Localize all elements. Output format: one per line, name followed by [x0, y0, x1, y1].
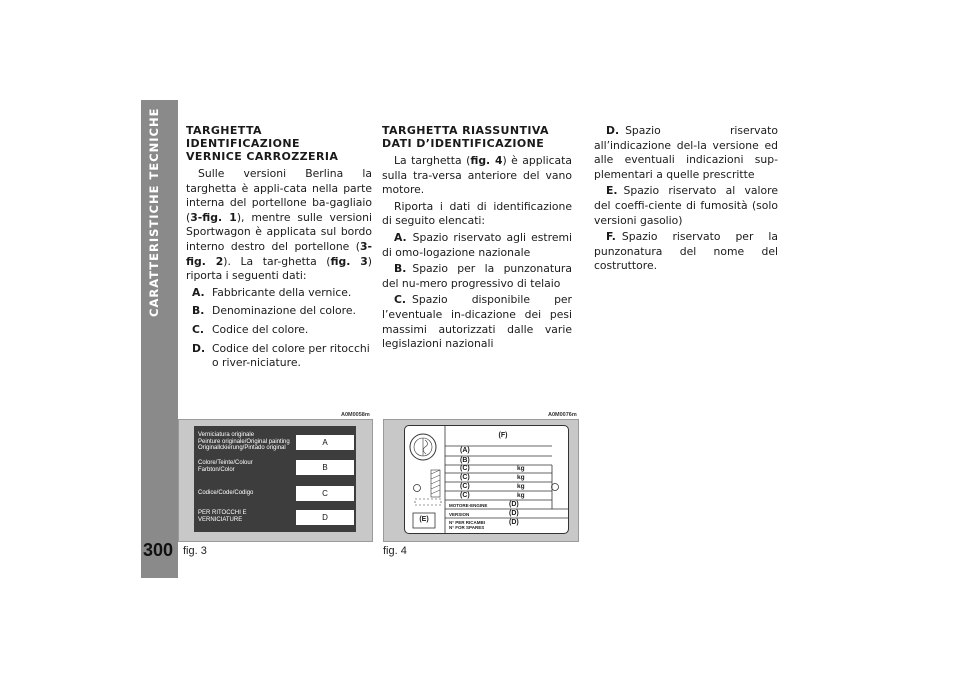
plate-row: Colore/Teinte/Colour Farbton/Color B — [198, 460, 354, 478]
list-item: D. Spazio riservato all’indicazione del-la versione ed alle eventuali indicazioni sup-plementari a quelle prescritte — [594, 124, 778, 181]
id-plate-intro: La targhetta (fig. 4) è applicata sulla tra-versa anteriore del vano motore. — [382, 154, 572, 197]
list-item: B. Denominazione del colore. — [192, 304, 356, 318]
paint-plate-intro: Sulle versioni Berlina la targhetta è appli-cata nella parte interna del portellone ba-gagliaio (3-fig. 1), mentre sulle versioni Sportwagon è applicata sul bordo interno destro del portellone (3-fig. 2). La tar-ghetta (fig. 3) riporta i seguenti dati: — [186, 167, 372, 283]
heading-paint-plate: TARGHETTA IDENTIFICAZIONE VERNICE CARROZZERIA — [186, 124, 339, 163]
figure-code: A0M0076m — [548, 412, 577, 418]
rivet-icon — [552, 484, 559, 491]
plate-row: PER RITOCCHI E VERNICIATURE D — [198, 510, 354, 528]
heading-id-plate: TARGHETTA RIASSUNTIVA DATI D’IDENTIFICAZIONE — [382, 124, 549, 150]
list-item: C. Codice del colore. — [192, 322, 309, 336]
id-plate: (F) (A) (B) (C) (C) (C) (C) kg kg kg kg MOTORE-ENGINE (D) VERSION (D) N° PER RICAMBI N° FOR SPARES (D) (E) — [404, 425, 569, 534]
column-paint-plate — [186, 124, 372, 375]
plate-row: Codice/Code/Codigo C — [198, 486, 354, 504]
figure-paint-plate — [178, 419, 373, 542]
page-number: 300 — [143, 540, 174, 560]
list-item: E. Spazio riservato al valore del coeffi-ciente di fumosità (solo versioni gasolio) — [594, 184, 778, 227]
rivet-icon — [414, 485, 421, 492]
column-id-plate-cont — [594, 124, 778, 276]
id-plate-list-intro: Riporta i dati di identificazione di seguito elencati: — [382, 199, 572, 228]
figure-caption: fig. 3 — [183, 545, 207, 557]
figure-caption: fig. 4 — [383, 545, 407, 557]
section-title: CARATTERISTICHE TECNICHE — [147, 108, 161, 318]
list-item: A. Spazio riservato agli estremi di omo-logazione nazionale — [382, 230, 572, 259]
paint-plate — [194, 426, 356, 532]
list-item: F. Spazio riservato per la punzonatura del nome del costruttore. — [594, 230, 778, 273]
figure-code: A0M0058m — [341, 412, 370, 418]
list-item: A. Fabbricante della vernice. — [192, 285, 352, 299]
list-item: D. Codice del colore per ritocchi o river-niciature. — [192, 341, 370, 370]
list-item: B. Spazio per la punzonatura del nu-mero progressivo di telaio — [382, 262, 572, 290]
plate-row: Verniciatura originale Peinture originale/Original painting Originallckierung/Pintado original A — [198, 432, 354, 450]
list-item: C. Spazio disponibile per l’eventuale in-dicazione dei pesi massimi autorizzati dalle varie legislazioni nazionali — [382, 293, 572, 351]
column-id-plate — [382, 124, 572, 354]
figure-id-plate — [383, 419, 579, 542]
